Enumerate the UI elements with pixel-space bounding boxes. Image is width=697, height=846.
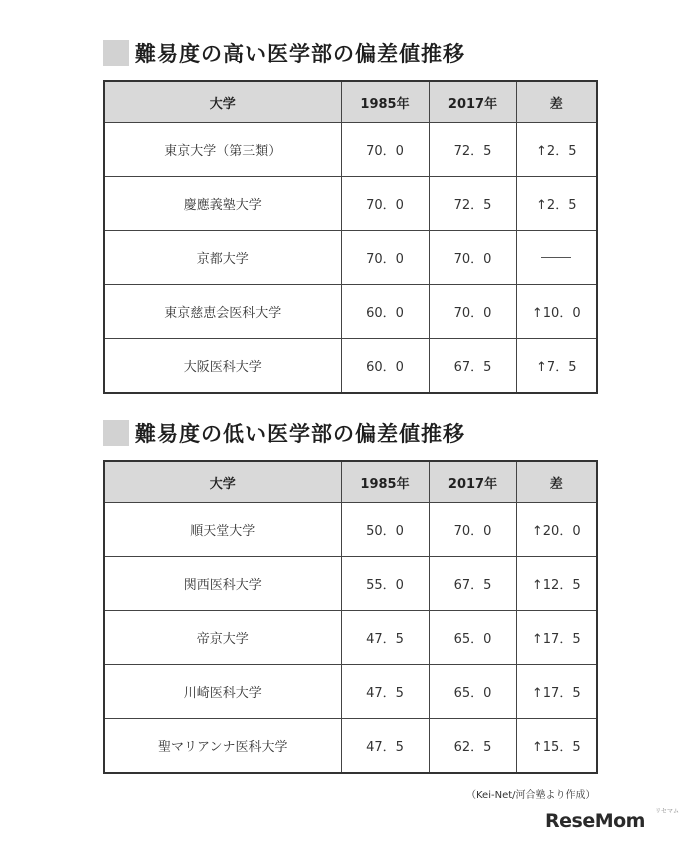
univ-cell: 聖マリアンナ医科大学: [104, 719, 341, 774]
table-row: [104, 231, 597, 285]
table-row: [104, 557, 597, 611]
table-row: [104, 503, 597, 557]
no-change-dash: [541, 257, 571, 258]
col-2017-header: 2017年: [429, 81, 516, 123]
table-row: [104, 123, 597, 177]
diff-cell: ↑17．5: [516, 665, 597, 719]
y1985-cell: 70．0: [341, 231, 429, 285]
y2017-cell: 70．0: [429, 285, 516, 339]
y1985-cell: 70．0: [341, 177, 429, 231]
diff-cell: ↑20．0: [516, 503, 597, 557]
y2017-cell: 67．5: [429, 557, 516, 611]
col-2017-header: 2017年: [429, 461, 516, 503]
high-section: [103, 38, 596, 394]
low-section: [103, 418, 596, 774]
y2017-cell: 67．5: [429, 339, 516, 394]
y2017-cell: 65．0: [429, 611, 516, 665]
y2017-cell: 70．0: [429, 231, 516, 285]
y1985-cell: 47．5: [341, 665, 429, 719]
table-row: [104, 339, 597, 394]
low-table: [103, 460, 598, 774]
univ-cell: 東京大学（第三類）: [104, 123, 341, 177]
resemom-logo: [545, 808, 679, 832]
high-title: 難易度の高い医学部の偏差値推移: [135, 42, 465, 66]
header-row: [104, 461, 597, 503]
logo-subtext: リセマム: [655, 808, 679, 815]
header-row: [104, 81, 597, 123]
heading-marker: [103, 40, 129, 66]
univ-cell: 京都大学: [104, 231, 341, 285]
y2017-cell: 72．5: [429, 177, 516, 231]
table-row: [104, 611, 597, 665]
y2017-cell: 72．5: [429, 123, 516, 177]
col-diff-header: 差: [516, 461, 597, 503]
univ-cell: 帝京大学: [104, 611, 341, 665]
univ-cell: 順天堂大学: [104, 503, 341, 557]
col-diff-header: 差: [516, 81, 597, 123]
y1985-cell: 47．5: [341, 719, 429, 774]
univ-cell: 川崎医科大学: [104, 665, 341, 719]
univ-cell: 東京慈恵会医科大学: [104, 285, 341, 339]
y1985-cell: 70．0: [341, 123, 429, 177]
heading-marker: [103, 420, 129, 446]
y1985-cell: 47．5: [341, 611, 429, 665]
table-row: [104, 665, 597, 719]
y1985-cell: 50．0: [341, 503, 429, 557]
high-heading: [103, 38, 596, 68]
diff-cell-no-change: [516, 231, 597, 285]
diff-cell: ↑12．5: [516, 557, 597, 611]
y2017-cell: 70．0: [429, 503, 516, 557]
y1985-cell: 60．0: [341, 339, 429, 394]
univ-cell: 関西医科大学: [104, 557, 341, 611]
high-table: [103, 80, 598, 394]
diff-cell: ↑10．0: [516, 285, 597, 339]
diff-cell: ↑15．5: [516, 719, 597, 774]
diff-cell: ↑17．5: [516, 611, 597, 665]
table-row: [104, 719, 597, 774]
col-univ-header: 大学: [104, 461, 341, 503]
diff-cell: ↑2．5: [516, 177, 597, 231]
source-credit: （Kei-Net/河合塾より作成）: [466, 790, 596, 801]
diff-cell: ↑7．5: [516, 339, 597, 394]
low-title: 難易度の低い医学部の偏差値推移: [135, 422, 465, 446]
diff-cell: ↑2．5: [516, 123, 597, 177]
univ-cell: 大阪医科大学: [104, 339, 341, 394]
low-heading: [103, 418, 596, 448]
col-1985-header: 1985年: [341, 461, 429, 503]
y1985-cell: 60．0: [341, 285, 429, 339]
y2017-cell: 65．0: [429, 665, 516, 719]
y1985-cell: 55．0: [341, 557, 429, 611]
logo-text: ReseMom: [545, 810, 645, 832]
table-row: [104, 177, 597, 231]
col-univ-header: 大学: [104, 81, 341, 123]
table-row: [104, 285, 597, 339]
y2017-cell: 62．5: [429, 719, 516, 774]
univ-cell: 慶應義塾大学: [104, 177, 341, 231]
col-1985-header: 1985年: [341, 81, 429, 123]
